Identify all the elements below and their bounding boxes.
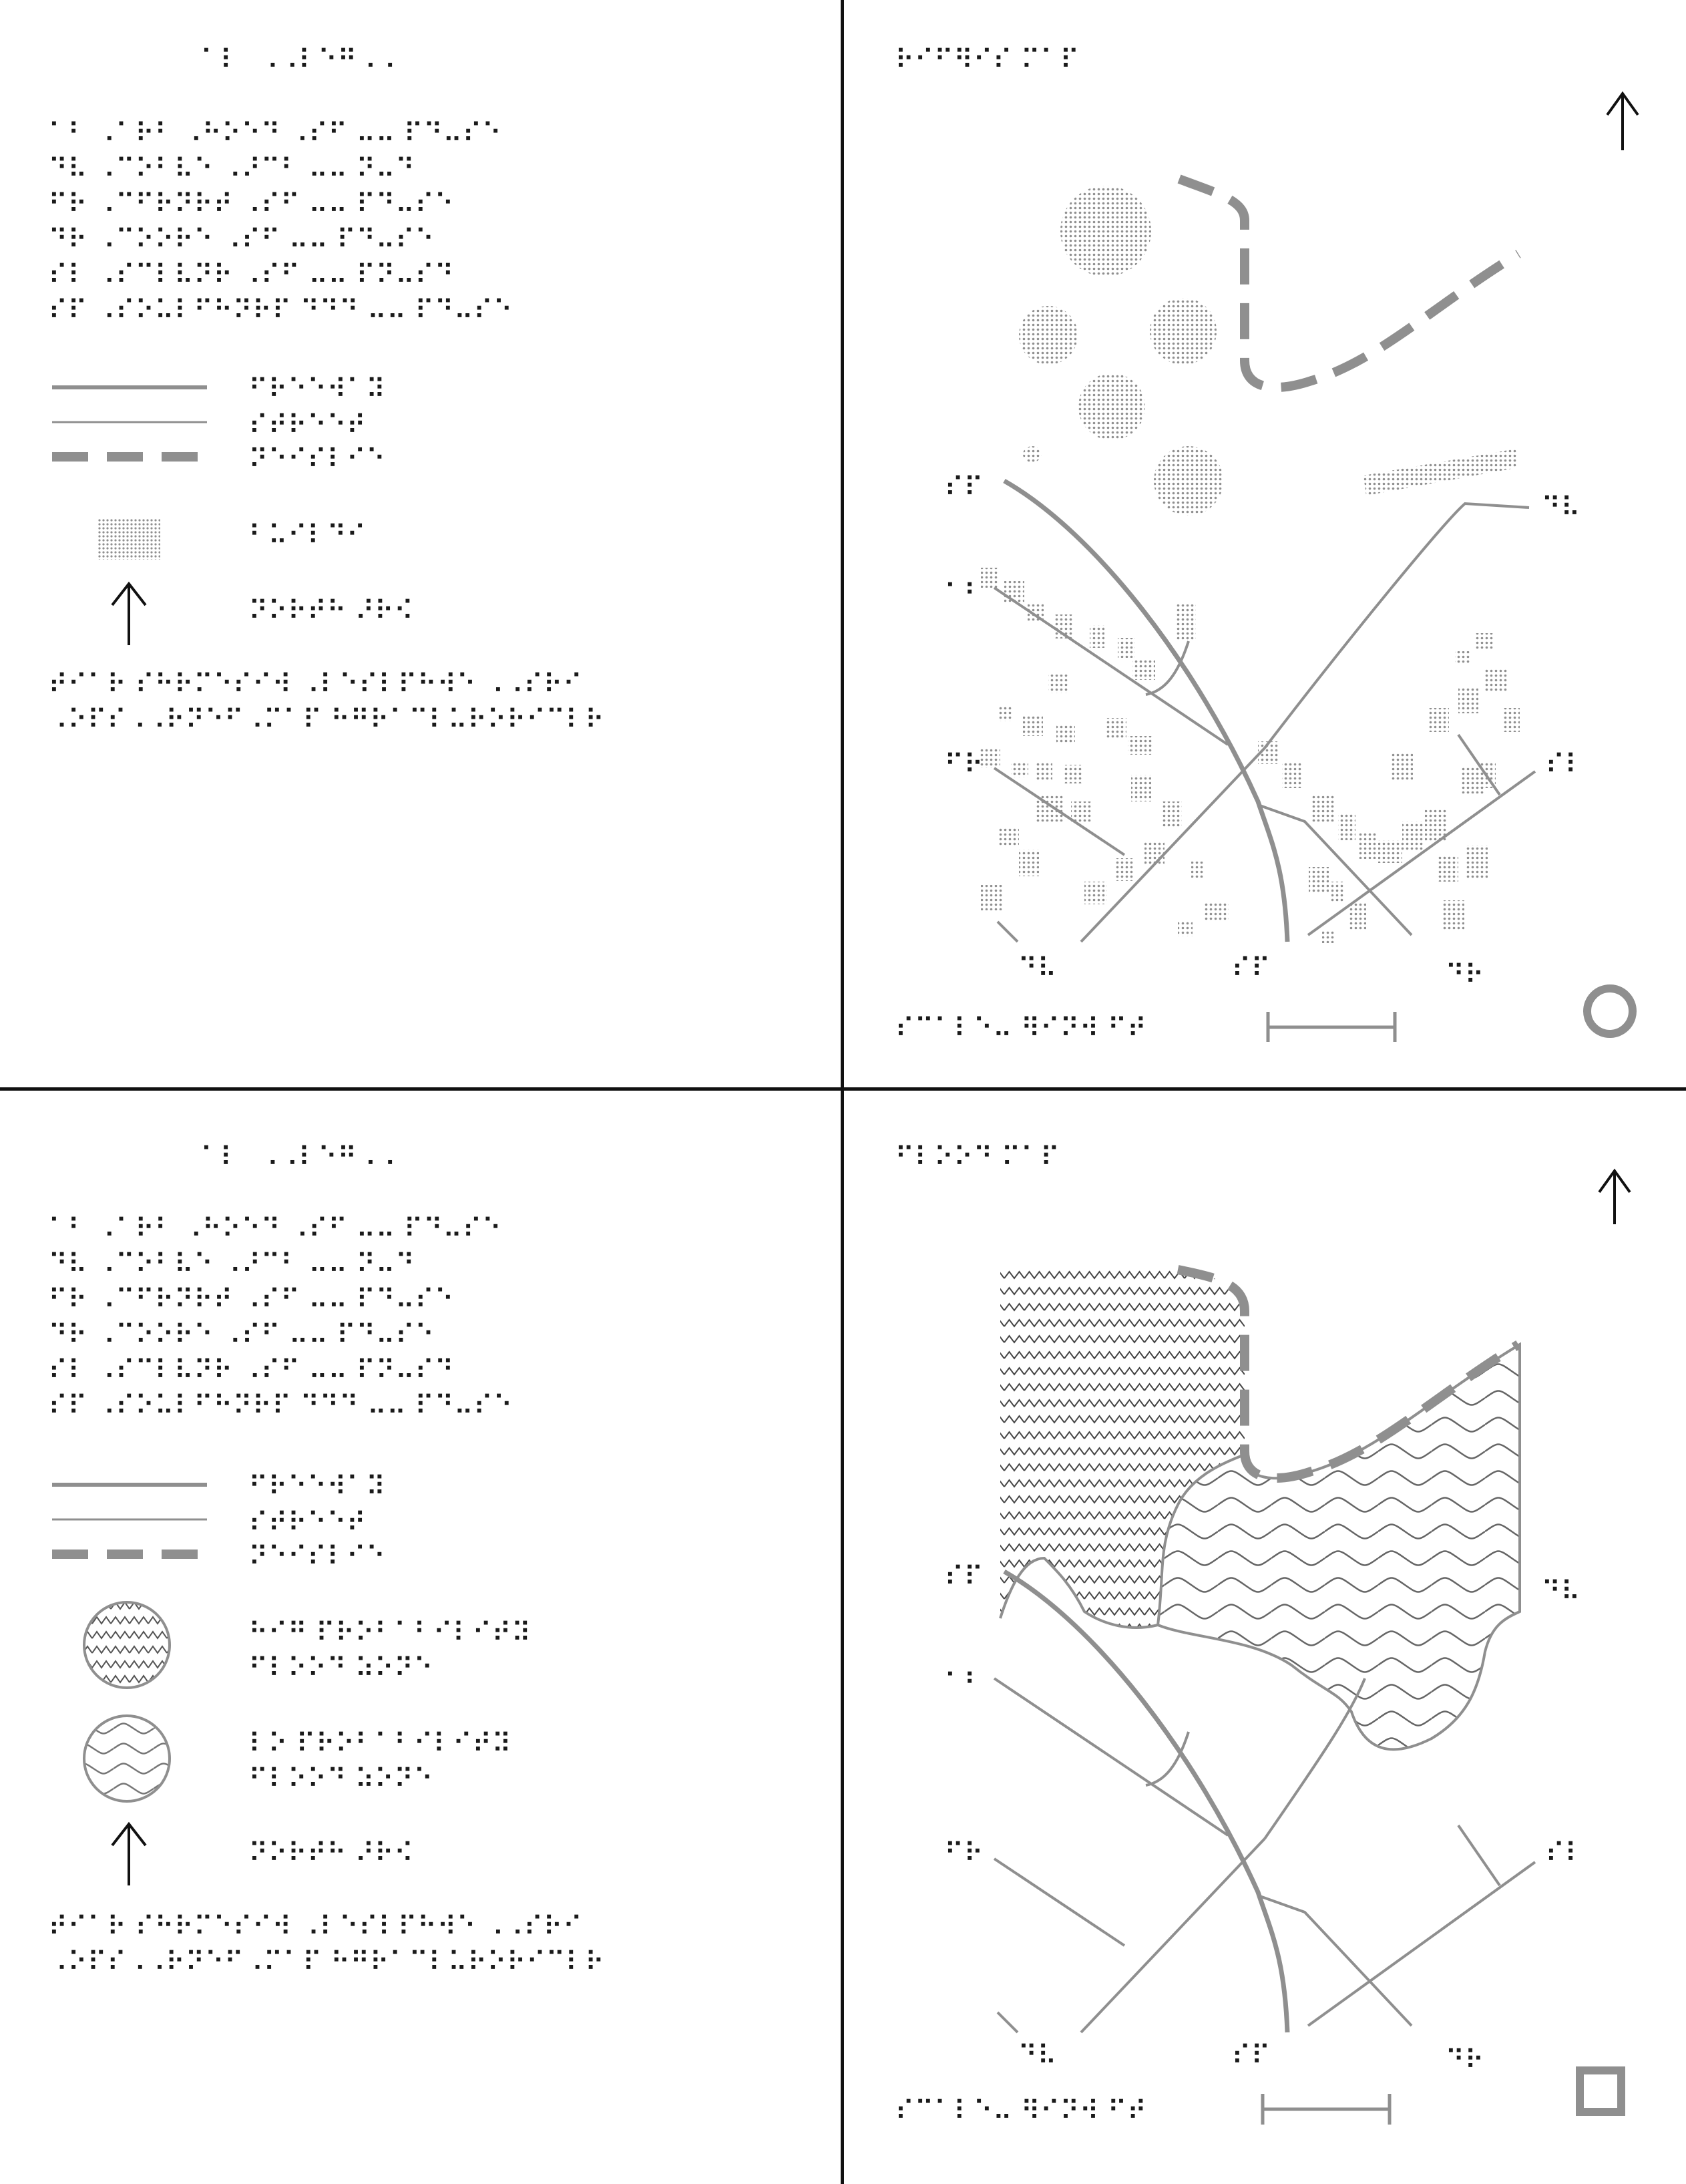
street-key-item: ⠎⠏ ⠠⠎⠕⠥⠇⠋⠓⠝⠗⠏ ⠙⠙⠙ ⠤⠤ ⠏⠙⠤⠎⠑ bbox=[48, 295, 513, 326]
low-zone-label: ⠇⠕ ⠏⠗⠕⠃⠁⠃⠊⠇⠊⠞⠽ bbox=[248, 1728, 511, 1759]
street-key-list bbox=[48, 1216, 512, 1428]
street-label-sw: ⠙⠧ bbox=[1018, 2040, 1057, 2071]
street-key-item: ⠁⠃ ⠠⠁⠗⠃ ⠠⠓⠕⠑⠙ ⠠⠎⠋ ⠤⠤ ⠏⠙⠤⠎⠑ bbox=[48, 118, 501, 149]
low-zone-label: ⠋⠇⠕⠕⠙ ⠵⠕⠝⠑ bbox=[248, 1764, 433, 1795]
scale-bar bbox=[1268, 1012, 1395, 1042]
square-icon bbox=[1580, 2070, 1621, 2112]
high-zone-label: ⠓⠊⠛ ⠏⠗⠕⠃⠁⠃⠊⠇⠊⠞⠽ bbox=[248, 1618, 531, 1648]
dashed-label: ⠝⠑⠊⠎⠇⠊⠑ bbox=[248, 444, 386, 475]
flood-map bbox=[844, 1091, 1686, 2184]
line-legend-swatches bbox=[47, 374, 274, 521]
street-label-nw: ⠎⠏ bbox=[944, 472, 984, 503]
street-label: ⠎⠞⠗⠑⠑⠞ bbox=[248, 410, 366, 441]
low-probability-swatch bbox=[80, 1712, 180, 1812]
freeway-label: ⠋⠗⠑⠑⠺⠁⠽ bbox=[248, 374, 386, 405]
legend-note-line: ⠞⠊⠁⠗ ⠎⠓⠗⠍⠑⠎⠊⠺ ⠠⠇⠑⠎⠇⠏⠓⠺⠑ ⠠⠠⠎⠗⠊ bbox=[48, 1912, 582, 1942]
north-arrow-label: ⠝⠕⠗⠞⠓ ⠜⠗⠪ bbox=[248, 596, 414, 626]
street-key-item: ⠙⠧ ⠠⠉⠕⠃⠧⠑ ⠠⠜⠉⠃ ⠤⠤ ⠝⠤⠙ bbox=[48, 1249, 415, 1280]
map-title: ⠗⠊⠋⠻⠊⠎ ⠍⠁⠏ bbox=[895, 45, 1080, 75]
street-label-w2: ⠋⠗ bbox=[944, 749, 984, 780]
north-arrow-icon bbox=[1599, 1171, 1630, 1224]
north-arrow-icon bbox=[106, 578, 152, 652]
building-map bbox=[844, 0, 1686, 1087]
street-key-item: ⠋⠗ ⠠⠉⠋⠗⠝⠗⠞ ⠠⠎⠋ ⠤⠤ ⠏⠙⠤⠎⠑ bbox=[48, 189, 454, 220]
street-label-s: ⠎⠏ bbox=[1231, 2040, 1271, 2071]
street-key-item: ⠎⠇ ⠠⠎⠉⠇⠧⠝⠗ ⠠⠎⠋ ⠤⠤ ⠏⠝⠤⠎⠙ bbox=[48, 1355, 454, 1386]
north-arrow-icon bbox=[106, 1819, 152, 1892]
legend-panel-bottom bbox=[0, 1091, 841, 2184]
street-key-item: ⠁⠃ ⠠⠁⠗⠃ ⠠⠓⠕⠑⠙ ⠠⠎⠋ ⠤⠤ ⠏⠙⠤⠎⠑ bbox=[48, 1214, 501, 1244]
line-legend-swatches bbox=[47, 1471, 274, 1592]
dashed-label: ⠝⠑⠊⠎⠇⠊⠑ bbox=[248, 1541, 386, 1572]
freeway-label: ⠋⠗⠑⠑⠺⠁⠽ bbox=[248, 1471, 386, 1502]
street-label-nw: ⠎⠏ bbox=[944, 1562, 984, 1592]
legend-note-line: ⠠⠕⠏⠎⠠⠠⠗⠝⠑⠋⠠⠍⠁⠏ ⠓⠛⠗⠁⠉⠇⠥⠗⠕⠗⠊⠉⠇⠗ bbox=[48, 705, 605, 735]
building-swatch bbox=[93, 514, 167, 568]
scale-label: ⠎⠉⠁⠇⠑⠤ ⠻⠊⠝⠺ ⠋⠞ bbox=[895, 1013, 1146, 1044]
street-label-w2: ⠋⠗ bbox=[944, 1838, 984, 1869]
street-key-item: ⠙⠗ ⠠⠉⠕⠕⠗⠑ ⠠⠎⠋ ⠤⠤ ⠏⠙⠤⠎⠑ bbox=[48, 224, 435, 255]
legend-title: ⠁⠇⠀⠠⠠⠇⠑⠛⠠⠠ bbox=[200, 45, 396, 75]
building-label: ⠃⠥⠊⠇⠙⠊ bbox=[248, 520, 366, 551]
street-key-item: ⠙⠧ ⠠⠉⠕⠃⠧⠑ ⠠⠜⠉⠃ ⠤⠤ ⠝⠤⠙ bbox=[48, 154, 415, 184]
street-label-w1: ⠁⠃ bbox=[944, 579, 984, 610]
street-label-se: ⠙⠗ bbox=[1445, 2045, 1484, 2076]
street-label-sw: ⠙⠧ bbox=[1018, 953, 1057, 984]
circle-icon bbox=[1587, 988, 1633, 1034]
street-key-list bbox=[48, 120, 512, 333]
scale-label: ⠎⠉⠁⠇⠑⠤ ⠻⠊⠝⠺ ⠋⠞ bbox=[895, 2096, 1146, 2127]
street-label: ⠎⠞⠗⠑⠑⠞ bbox=[248, 1507, 366, 1538]
street-label-s: ⠎⠏ bbox=[1231, 953, 1271, 984]
street-label-se: ⠙⠗ bbox=[1445, 960, 1484, 990]
street-label-e: ⠎⠇ bbox=[1545, 1838, 1585, 1869]
street-key-item: ⠎⠇ ⠠⠎⠉⠇⠧⠝⠗ ⠠⠎⠋ ⠤⠤ ⠏⠝⠤⠎⠙ bbox=[48, 260, 454, 291]
north-arrow-label: ⠝⠕⠗⠞⠓ ⠜⠗⠪ bbox=[248, 1838, 414, 1869]
high-probability-swatch bbox=[80, 1598, 180, 1698]
street-key-item: ⠙⠗ ⠠⠉⠕⠕⠗⠑ ⠠⠎⠋ ⠤⠤ ⠏⠙⠤⠎⠑ bbox=[48, 1320, 435, 1350]
north-arrow-icon bbox=[1607, 94, 1638, 150]
legend-title: ⠁⠇⠀⠠⠠⠇⠑⠛⠠⠠ bbox=[200, 1142, 396, 1173]
scale-bar bbox=[1263, 2094, 1390, 2125]
dashed-path bbox=[1179, 179, 1518, 387]
street-label-e: ⠎⠇ bbox=[1545, 749, 1585, 780]
flood-map-panel bbox=[844, 1091, 1686, 2184]
street-key-item: ⠋⠗ ⠠⠉⠋⠗⠝⠗⠞ ⠠⠎⠋ ⠤⠤ ⠏⠙⠤⠎⠑ bbox=[48, 1284, 454, 1315]
legend-panel-top bbox=[0, 0, 841, 1087]
street-label-ne: ⠙⠧ bbox=[1541, 1576, 1580, 1607]
street-label-w1: ⠁⠃ bbox=[944, 1668, 984, 1699]
legend-note-line: ⠞⠊⠁⠗ ⠎⠓⠗⠍⠑⠎⠊⠺ ⠠⠇⠑⠎⠇⠏⠓⠺⠑ ⠠⠠⠎⠗⠊ bbox=[48, 669, 582, 700]
high-zone-label: ⠋⠇⠕⠕⠙ ⠵⠕⠝⠑ bbox=[248, 1653, 433, 1684]
map-title: ⠋⠇⠕⠕⠙ ⠍⠁⠏ bbox=[895, 1142, 1060, 1173]
buildings bbox=[980, 568, 1520, 943]
dotted-strip bbox=[1363, 449, 1518, 496]
street-key-item: ⠎⠏ ⠠⠎⠕⠥⠇⠋⠓⠝⠗⠏ ⠙⠙⠙ ⠤⠤ ⠏⠙⠤⠎⠑ bbox=[48, 1391, 513, 1421]
dotted-circles bbox=[1019, 186, 1223, 516]
street-label-ne: ⠙⠧ bbox=[1541, 492, 1580, 523]
building-map-panel bbox=[844, 0, 1686, 1087]
flood-zone-swatches bbox=[73, 1598, 180, 1812]
legend-note-line: ⠠⠕⠏⠎⠠⠠⠗⠝⠑⠋⠠⠍⠁⠏ ⠓⠛⠗⠁⠉⠇⠥⠗⠕⠗⠊⠉⠇⠗ bbox=[48, 1947, 605, 1978]
